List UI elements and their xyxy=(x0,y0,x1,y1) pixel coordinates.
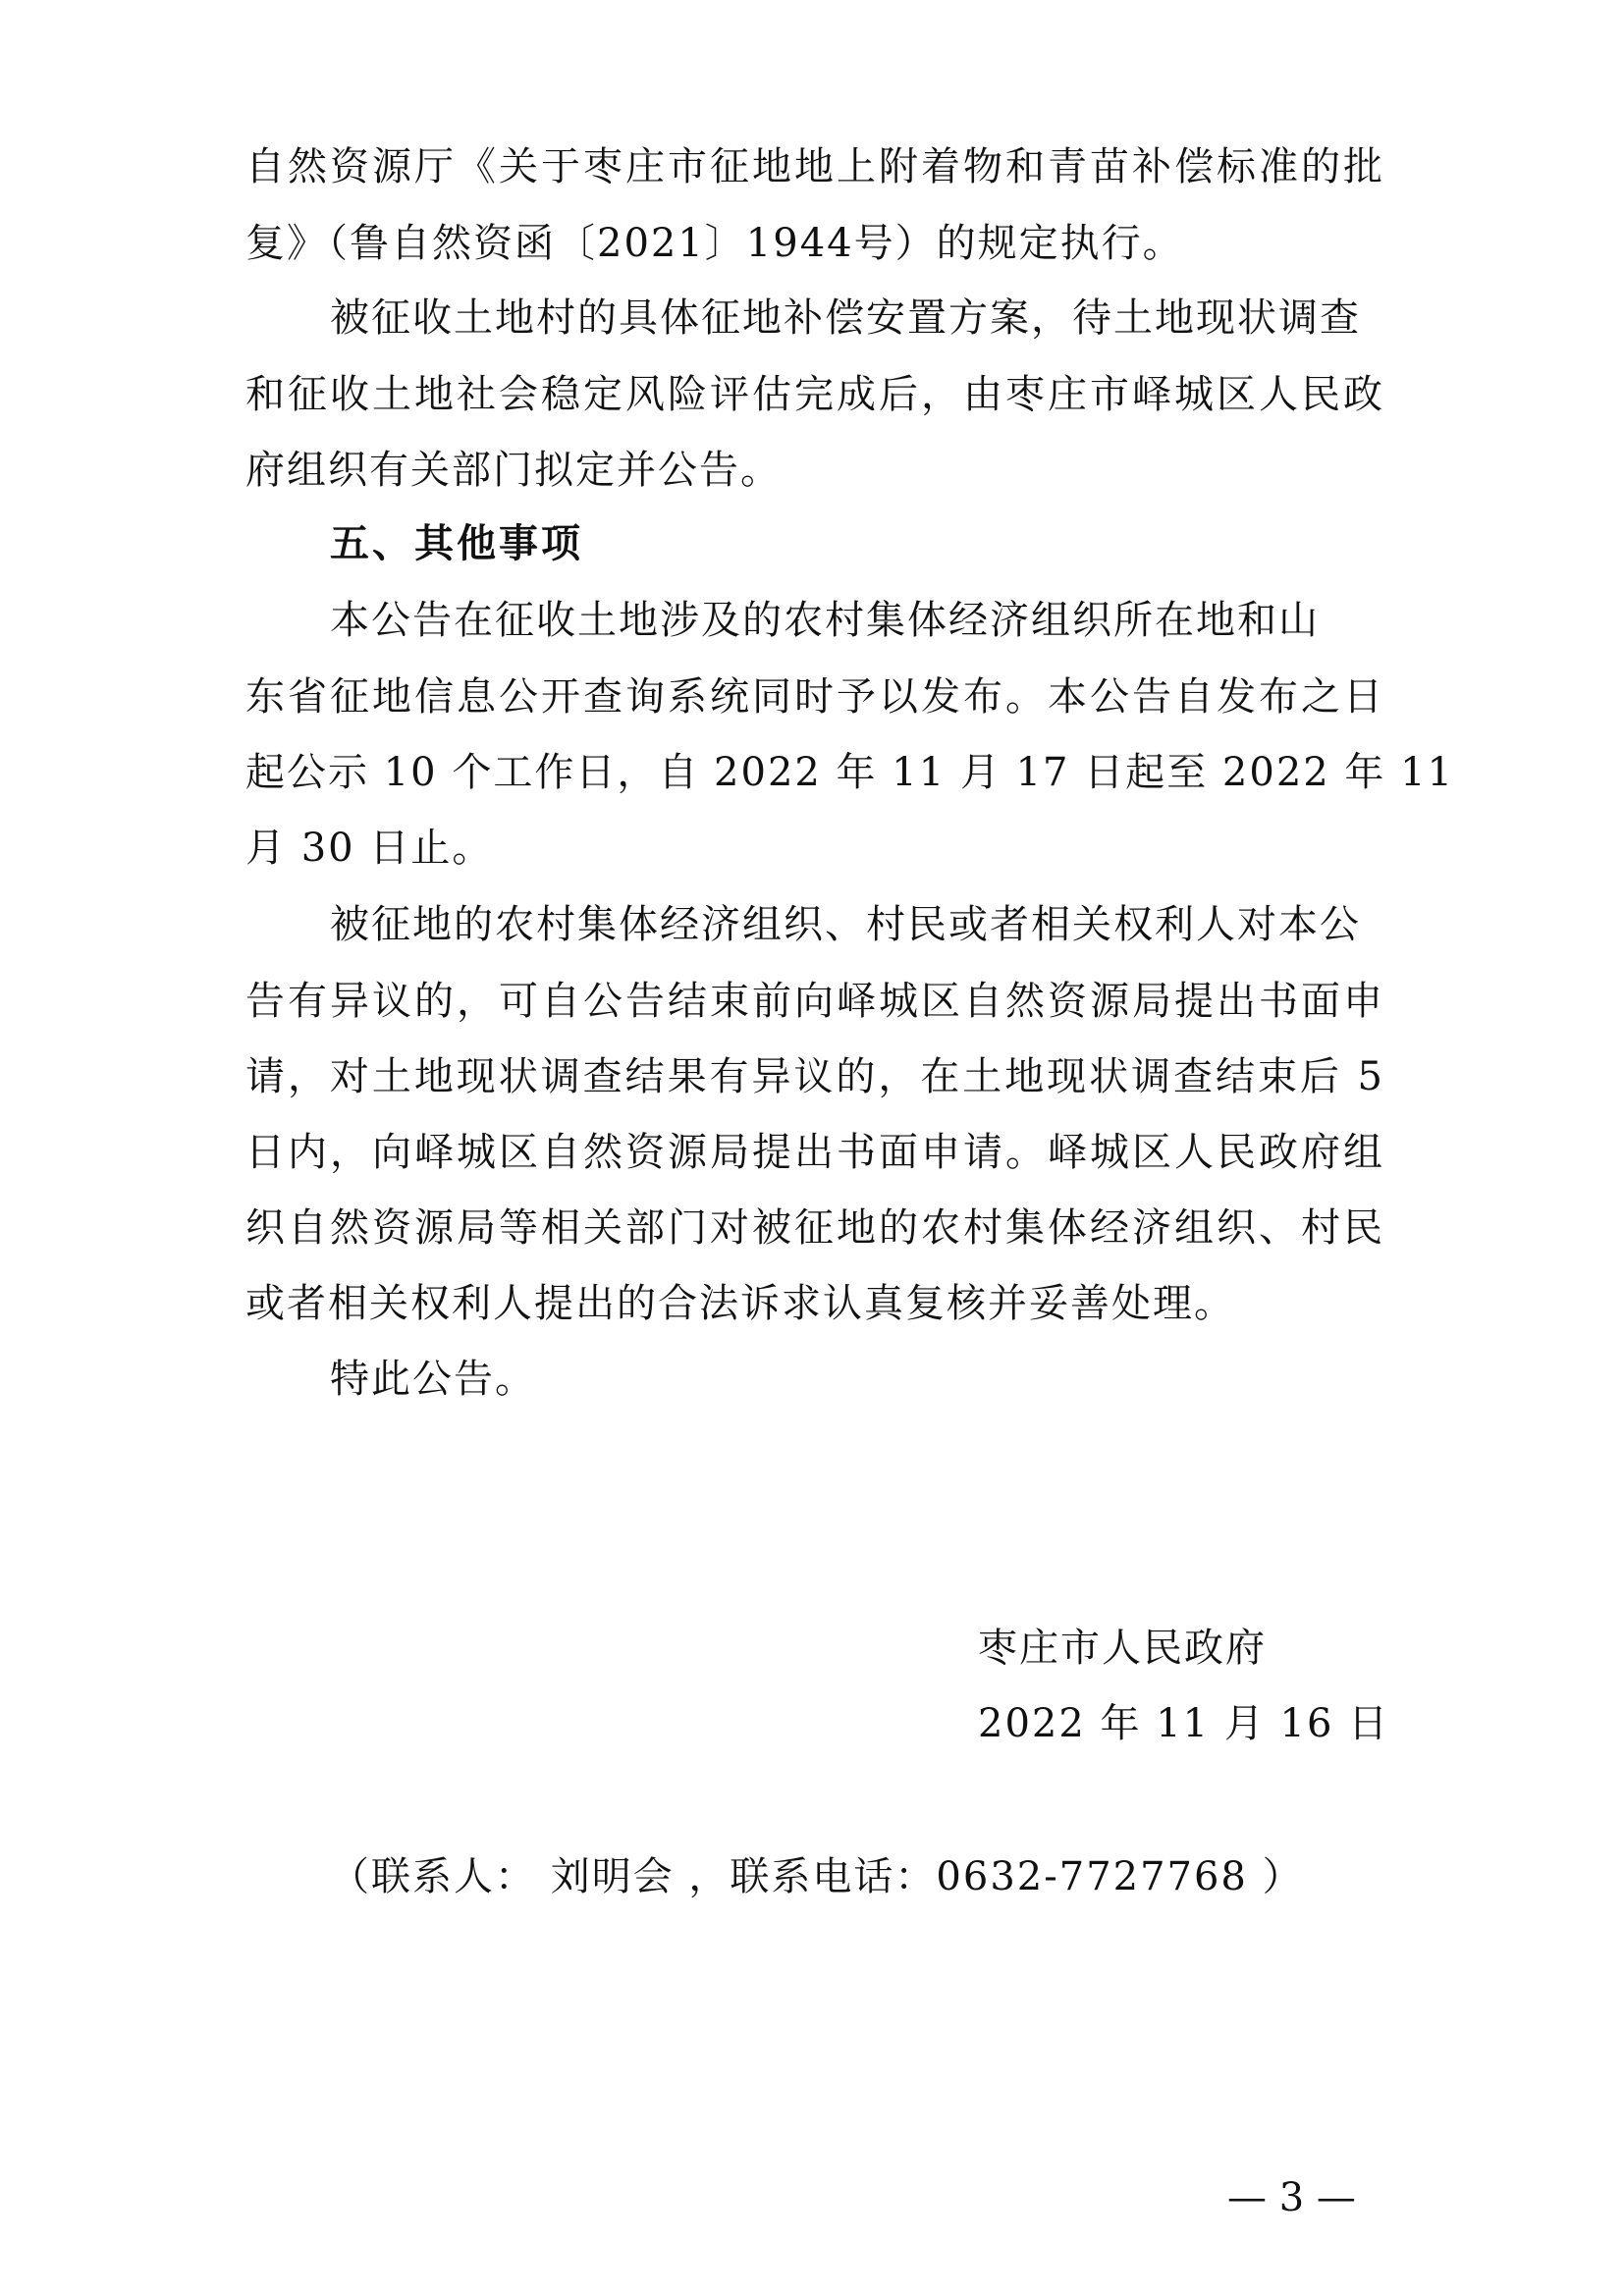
body-text-line: 自然资源厅《关于枣庄市征地地上附着物和青苗补偿标准的批 xyxy=(245,144,1384,189)
body-text-line: 本公告在征收土地涉及的农村集体经济组织所在地和山 xyxy=(330,598,1320,643)
body-text-line: 和征收土地社会稳定风险评估完成后，由枣庄市峄城区人民政 xyxy=(245,372,1384,417)
body-text-line: 告有异议的，可自公告结束前向峄城区自然资源局提出书面申 xyxy=(245,979,1384,1024)
body-text-line: 或者相关权利人提出的合法诉求认真复核并妥善处理。 xyxy=(245,1281,1235,1326)
body-text-line: 复》（鲁自然资函〔2021〕1944号）的规定执行。 xyxy=(245,221,1184,266)
body-text-line: 被征地的农村集体经济组织、村民或者相关权利人对本公 xyxy=(330,902,1361,947)
body-text-line: 被征收土地村的具体征地补偿安置方案，待土地现状调查 xyxy=(330,295,1361,341)
body-text-line: 东省征地信息公开查询系统同时予以发布。本公告自发布之日 xyxy=(245,674,1384,720)
body-text-line: 日内，向峄城区自然资源局提出书面申请。峄城区人民政府组 xyxy=(245,1130,1384,1175)
body-text-line: 月 30 日止。 xyxy=(245,826,494,871)
body-text-line: 起公示 10 个工作日，自 2022 年 11 月 17 日起至 2022 年 11 xyxy=(245,750,1455,795)
issue-date: 2022 年 11 月 16 日 xyxy=(978,1701,1390,1746)
body-text-line: 府组织有关部门拟定并公告。 xyxy=(245,448,782,493)
page-number: — 3 — xyxy=(1227,2175,1356,2220)
section-heading: 五、其他事项 xyxy=(330,521,583,566)
body-text-line: 请，对土地现状调查结果有异议的，在土地现状调查结束后 5 xyxy=(245,1054,1384,1099)
issuer-name: 枣庄市人民政府 xyxy=(978,1626,1267,1671)
contact-info: （联系人： 刘明会 ，联系电话：0632-7727768 ） xyxy=(330,1854,1304,1899)
body-text-line: 织自然资源局等相关部门对被征地的农村集体经济组织、村民 xyxy=(245,1205,1384,1251)
closing-text: 特此公告。 xyxy=(330,1357,536,1402)
